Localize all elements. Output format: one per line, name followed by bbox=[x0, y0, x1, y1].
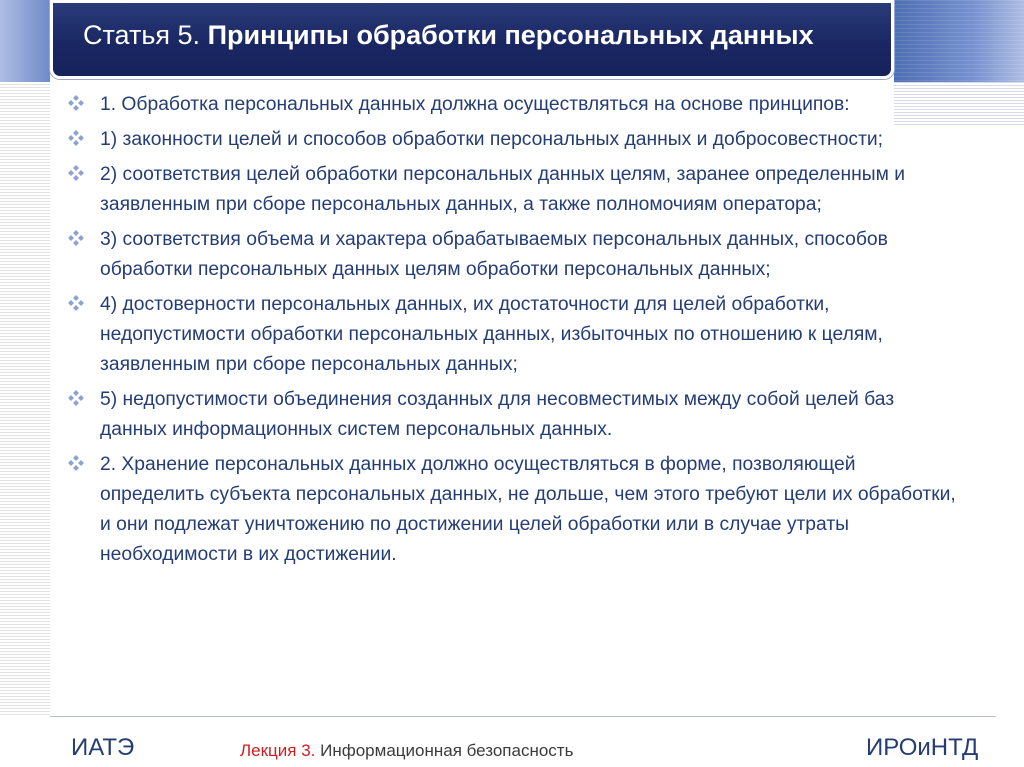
footer-institution: ИАТЭ bbox=[71, 734, 135, 761]
diamond-bullet-icon bbox=[66, 388, 86, 408]
lecture-label: Лекция 3. bbox=[240, 741, 316, 760]
diamond-bullet-icon bbox=[66, 163, 86, 183]
title-prefix: Статья 5. bbox=[83, 20, 201, 50]
footer-lecture bbox=[240, 741, 573, 761]
list-item: 3) соответствия объема и характера обрабатываемых персональных данных, способов обработки персональных данных целям обработки персональных данных; bbox=[60, 225, 960, 285]
bullet-list bbox=[60, 90, 960, 575]
left-header-band bbox=[0, 0, 50, 82]
right-header-panel bbox=[894, 0, 1024, 82]
diamond-bullet-icon bbox=[66, 293, 86, 313]
list-item: 4) достоверности персональных данных, их достаточности для целей обработки, недопустимости обработки персональных данных, избыточных по отношению к целям, заявленным при сборе персональных данных; bbox=[60, 290, 960, 380]
list-item: 2. Хранение персональных данных должно осуществляться в форме, позволяющей определить субъекта персональных данных, не дольше, чем этого требуют цели их обработки, и они подлежат уничтожению по достижении целей обработки или в случае утраты необходимости в их достижении. bbox=[60, 450, 960, 570]
footer-department: ИРОиНТД bbox=[866, 734, 979, 761]
list-item: 1) законности целей и способов обработки персональных данных и добросовестности; bbox=[60, 125, 960, 155]
diamond-bullet-icon bbox=[66, 453, 86, 473]
left-decorative-stripes bbox=[0, 0, 50, 716]
lecture-title: Информационная безопасность bbox=[320, 741, 574, 760]
footer-divider bbox=[50, 716, 996, 717]
diamond-bullet-icon bbox=[66, 228, 86, 248]
slide-title bbox=[83, 20, 814, 51]
diamond-bullet-icon bbox=[66, 128, 86, 148]
title-main: Принципы обработки персональных данных bbox=[207, 20, 814, 50]
list-item: 1. Обработка персональных данных должна осуществляться на основе принципов: bbox=[60, 90, 960, 120]
list-item: 2) соответствия целей обработки персональных данных целям, заранее определенным и заявленным при сборе персональных данных, а также полномочиям оператора; bbox=[60, 160, 960, 220]
diamond-bullet-icon bbox=[66, 93, 86, 113]
list-item: 5) недопустимости объединения созданных для несовместимых между собой целей баз данных информационных систем персональных данных. bbox=[60, 385, 960, 445]
title-bar bbox=[50, 0, 894, 79]
